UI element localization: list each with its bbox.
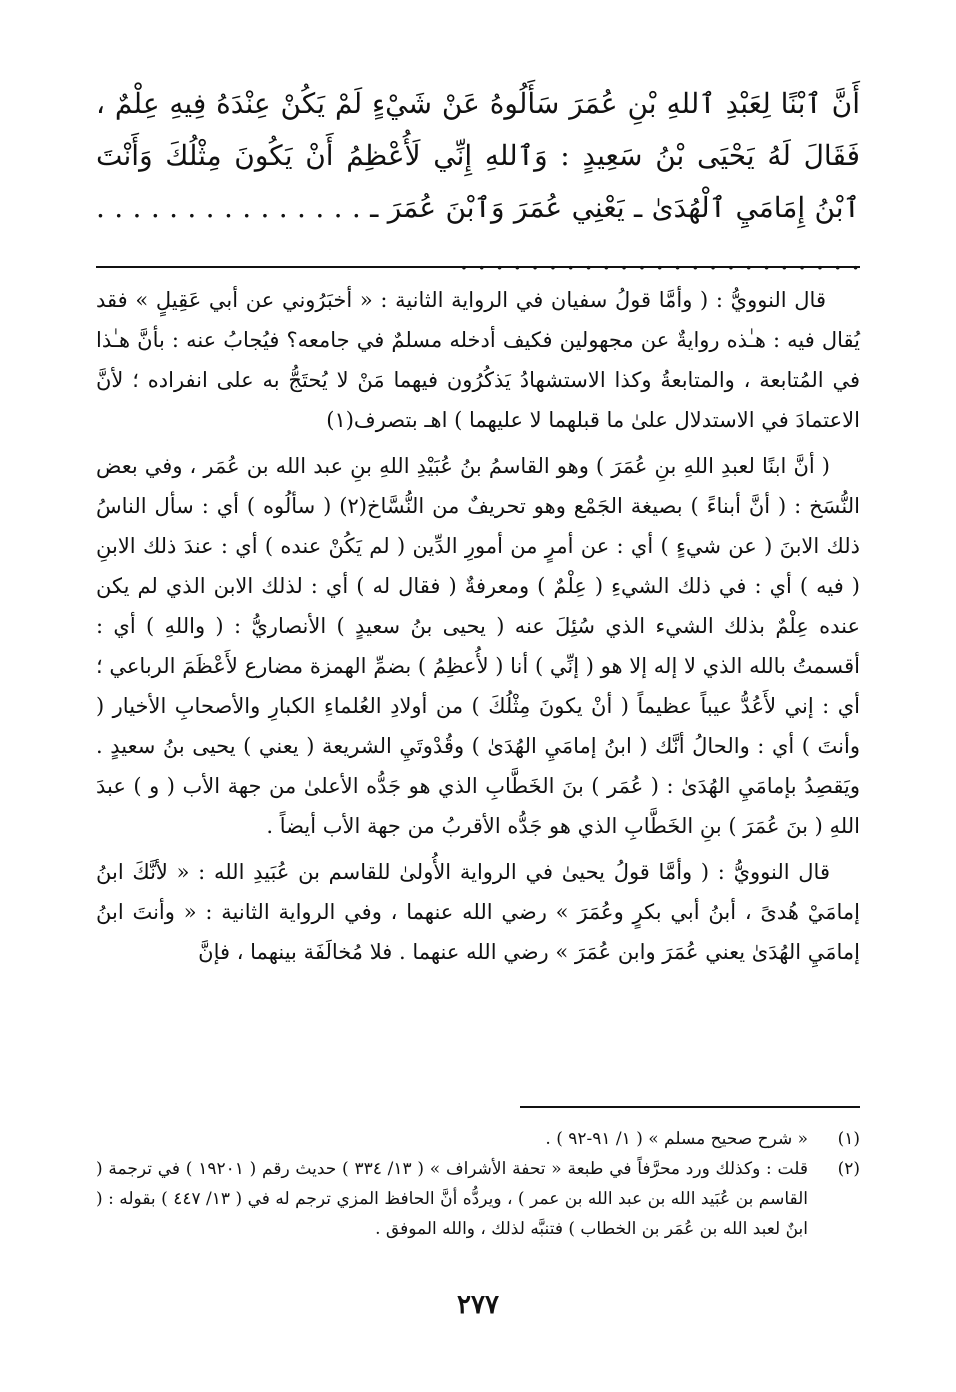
commentary-paragraph: قال النوويُّ : ( وأمَّا قولُ يحيىٰ في الرواية الأُولىٰ للقاسم بن عُبَيدِ الله : « لأنَّكَ ابنُ إمامَيْ هُدىً ، أبنُ أبي بكرٍ وعُمَرَ » رضي الله عنهما ، وفي الرواية الثانية : « وأنتَ ابنُ إمامَيِ الهُدَىٰ يعني عُمَرَ وابن عُمَرَ » رضي الله عنهما . فلا مُخالَفَة بينهما ، فإنَّ <box>96 860 860 964</box>
page-number: ٢٧٧ <box>457 1290 499 1320</box>
footnote <box>96 1154 860 1244</box>
commentary-paragraph: ( أنَّ ابنًا لعبدِ اللهِ بنِ عُمَرَ ) وهو القاسمُ بنُ عُبَيْدِ اللهِ بنِ عبد الله بن عُمَر ، وفي بعض النُّسَخ : ( أنَّ أبناءً ) بصيغة الجَمْع وهو تحريفٌ من النُّسَّاخ(٢) ( سألُوه ) أي : سأل الناسُ ذلك الابنَ ( عن شيءٍ ) أي : عن أمرٍ من أمورِ الدِّين ( لم يَكُنْ عنده ) أي : عندَ ذلك الابنِ ( فيه ) أي : في ذلك الشيءِ ( عِلْمٌ ) ومعرفةٌ ( فقال له ) أي : لذلك الابن الذي لم يكن عنده عِلْمٌ بذلك الشيء الذي سُئِلَ عنه ( يحيى بنُ سعيدٍ ) الأنصاريُّ : ( واللهِ ) أي : أقسمتُ بالله الذي لا إله إلا هو ( إنِّي ) أنا ( لأُعظِمُ ) بضمِّ الهمزة مضارع لأَعْظَمَ الرباعي ؛ أي : إني لأَعُدُّ عيباً عظيماً ( أنْ يكونَ مِثْلُكَ ) من أولادِ العُلماءِ الكبارِ والأصحابِ الأخيار ( وأنتَ ) أي : والحالُ أنَّك ( ابنُ إمامَيِ الهُدَىٰ ) وقُدْوتَيِ الشريعة ( يعني ) يحيى بنُ سعيدٍ . ويَقصِدُ بإمامَيِ الهُدَىٰ : ( عُمَر ) بنَ الخَطَّابِ الذي هو جَدُّه الأعلىٰ من جهة الأب ( و ) عبدَ اللهِ ( بنَ عُمَرَ ) بنِ الخَطَّابِ الذي هو جَدُّه الأقربُ من جهة الأب أيضاً . <box>96 454 860 838</box>
footnote-divider <box>520 1106 860 1108</box>
commentary <box>96 280 860 978</box>
commentary-paragraph: قال النوويُّ : ( وأمَّا قولُ سفيان في الرواية الثانية : « أخبَرُوني عن أبي عَقِيلٍ » فقد يُقال فيه : هـٰذه روايةٌ عن مجهولين فكيف أدخله مسلمٌ في جامعه؟ فيُجابُ عنه : بأنَّ هـٰذا في المُتابعة ، والمتابعةُ وكذا الاستشهادُ يَذكُرُون فيهما مَنْ لا يُحتَجُّ به على انفراده ؛ لأنَّ الاعتمادَ في الاستدلال علىٰ ما قبلهما لا عليهما ) اهـ بتصرف(١) <box>96 288 860 432</box>
footnote-number: (٢) <box>837 1159 860 1179</box>
footnote <box>96 1124 860 1154</box>
hadith-text: أَنَّ ٱبْنًا لِعَبْدِ ٱللهِ بْنِ عُمَرَ سَأَلُوهُ عَنْ شَيْءٍ لَمْ يَكُنْ عِنْدَهُ فِيهِ عِلْمٌ ، فَقَالَ لَهُ يَحْيَى بْنُ سَعِيدٍ : وَٱللهِ إِنِّي لَأُعْظِمُ أَنْ يَكُونَ مِثْلُكَ وَأَنْتَ ٱبْنُ إِمَامَيِ ٱلْهُدَىٰ ـ يَعْنِي عُمَرَ وَٱبْنَ عُمَرَ ـ . . . . . . . . . . . . . . . . . . . . . . . . . . . . . . . . . . . . . . <box>96 87 860 276</box>
footnote-number: (١) <box>837 1129 860 1149</box>
footnote-text: قلت : وكذلك ورد محرَّفاً في طبعة « تحفة الأشراف » ( ١٣/ ٣٣٤ ) حديث رقم ( ١٩٢٠١ ) في ترجمة ( القاسم بن عُبَيد الله بن عبد الله بن عمر ) ، ويردُّه أنَّ الحافظ المزي ترجم له في ( ١٣/ ٤٤٧ ) بقوله : ( ابنٌ لعبد الله بن عُمَر بن الخطاب ) فتنبَّه لذلك ، والله الموفق . <box>96 1159 809 1239</box>
main-divider <box>96 266 860 268</box>
footnote-text: « شرح صحيح مسلم » ( ١/ ٩١-٩٢ ) . <box>545 1129 808 1149</box>
footnotes <box>96 1124 860 1244</box>
